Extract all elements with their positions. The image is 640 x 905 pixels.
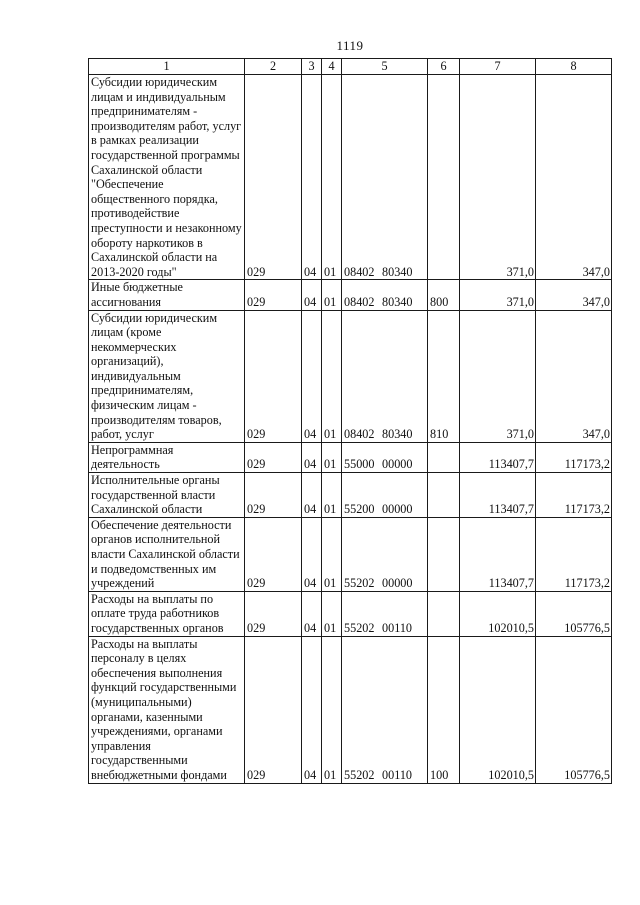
cell-col8: 105776,5	[536, 636, 612, 783]
cell-col7: 113407,7	[460, 517, 536, 591]
code-part-a: 55202	[344, 576, 375, 591]
cell-col8: 117173,2	[536, 442, 612, 472]
cell-col5	[342, 517, 428, 591]
cell-col6	[428, 75, 460, 280]
table-row	[89, 280, 612, 310]
cell-col3: 04	[302, 636, 322, 783]
cell-col6	[428, 517, 460, 591]
cell-col5	[342, 310, 428, 442]
cell-col6: 810	[428, 310, 460, 442]
code-part-a: 55202	[344, 620, 375, 635]
row-name: Субсидии юридическим лицам и индивидуальным предпринимателям - производителям работ, услуг в рамках реализации государственной программы Сахалинской области "Обеспечение общественного порядка, противодействие преступности и незаконному обороту наркотиков в Сахалинской области на 2013-2020 годы"	[89, 75, 245, 280]
code-part-a: 08402	[344, 427, 375, 442]
code-part-a: 55202	[344, 767, 375, 782]
code-part-b: 00110	[382, 767, 413, 782]
table-row	[89, 442, 612, 472]
cell-col6: 800	[428, 280, 460, 310]
cell-col8: 347,0	[536, 75, 612, 280]
cell-col2: 029	[245, 636, 302, 783]
row-name: Субсидии юридическим лицам (кроме некоммерческих организаций), индивидуальным предпринимателям, физическим лицам - производителям товаров, работ, услуг	[89, 310, 245, 442]
cell-col7: 102010,5	[460, 636, 536, 783]
cell-col3: 04	[302, 75, 322, 280]
code-part-b: 80340	[382, 427, 413, 442]
cell-col2: 029	[245, 473, 302, 518]
cell-col2: 029	[245, 310, 302, 442]
page-number: 1119	[336, 38, 364, 53]
cell-col6	[428, 473, 460, 518]
row-name: Расходы на выплаты персоналу в целях обеспечения выполнения функций государственными (муниципальными) органами, казенными учреждениями, органами управления государственными внебюджетными фондами	[89, 636, 245, 783]
code-part-a: 08402	[344, 294, 375, 309]
row-name: Исполнительные органы государственной власти Сахалинской области	[89, 473, 245, 518]
column-header: 4	[322, 59, 342, 75]
cell-col4: 01	[322, 591, 342, 636]
column-header: 8	[536, 59, 612, 75]
cell-col5	[342, 473, 428, 518]
cell-col7: 113407,7	[460, 442, 536, 472]
code-part-a: 08402	[344, 264, 375, 279]
table-row	[89, 75, 612, 280]
cell-col8: 347,0	[536, 310, 612, 442]
cell-col4: 01	[322, 473, 342, 518]
cell-col8: 105776,5	[536, 591, 612, 636]
cell-col5	[342, 442, 428, 472]
cell-col5	[342, 280, 428, 310]
cell-col4: 01	[322, 310, 342, 442]
code-part-b: 00110	[382, 620, 413, 635]
column-header: 5	[342, 59, 428, 75]
table-row	[89, 310, 612, 442]
cell-col2: 029	[245, 280, 302, 310]
cell-col2: 029	[245, 442, 302, 472]
cell-col8: 117173,2	[536, 517, 612, 591]
cell-col4: 01	[322, 280, 342, 310]
cell-col4: 01	[322, 517, 342, 591]
cell-col5	[342, 75, 428, 280]
table-header-row	[89, 59, 612, 75]
table-row	[89, 636, 612, 783]
cell-col3: 04	[302, 310, 322, 442]
code-part-a: 55000	[344, 457, 375, 472]
cell-col4: 01	[322, 442, 342, 472]
cell-col7: 102010,5	[460, 591, 536, 636]
cell-col5	[342, 636, 428, 783]
cell-col7: 371,0	[460, 75, 536, 280]
cell-col7: 371,0	[460, 280, 536, 310]
budget-table	[88, 58, 612, 784]
row-name: Обеспечение деятельности органов исполнительной власти Сахалинской области и подведомственных им учреждений	[89, 517, 245, 591]
cell-col2: 029	[245, 517, 302, 591]
cell-col4: 01	[322, 75, 342, 280]
row-name: Непрограммная деятельность	[89, 442, 245, 472]
table-row	[89, 517, 612, 591]
cell-col7: 371,0	[460, 310, 536, 442]
row-name: Иные бюджетные ассигнования	[89, 280, 245, 310]
code-part-b: 00000	[382, 457, 413, 472]
cell-col7: 113407,7	[460, 473, 536, 518]
table-row	[89, 591, 612, 636]
cell-col4: 01	[322, 636, 342, 783]
cell-col2: 029	[245, 75, 302, 280]
cell-col3: 04	[302, 591, 322, 636]
cell-col6	[428, 591, 460, 636]
cell-col3: 04	[302, 473, 322, 518]
row-name: Расходы на выплаты по оплате труда работников государственных органов	[89, 591, 245, 636]
code-part-b: 00000	[382, 502, 413, 517]
column-header: 2	[245, 59, 302, 75]
cell-col6	[428, 442, 460, 472]
column-header: 1	[89, 59, 245, 75]
column-header: 6	[428, 59, 460, 75]
cell-col6: 100	[428, 636, 460, 783]
cell-col2: 029	[245, 591, 302, 636]
cell-col8: 117173,2	[536, 473, 612, 518]
cell-col3: 04	[302, 280, 322, 310]
table-row	[89, 473, 612, 518]
cell-col3: 04	[302, 517, 322, 591]
cell-col3: 04	[302, 442, 322, 472]
column-header: 3	[302, 59, 322, 75]
code-part-b: 80340	[382, 294, 413, 309]
cell-col8: 347,0	[536, 280, 612, 310]
code-part-a: 55200	[344, 502, 375, 517]
code-part-b: 00000	[382, 576, 413, 591]
column-header: 7	[460, 59, 536, 75]
code-part-b: 80340	[382, 264, 413, 279]
cell-col5	[342, 591, 428, 636]
